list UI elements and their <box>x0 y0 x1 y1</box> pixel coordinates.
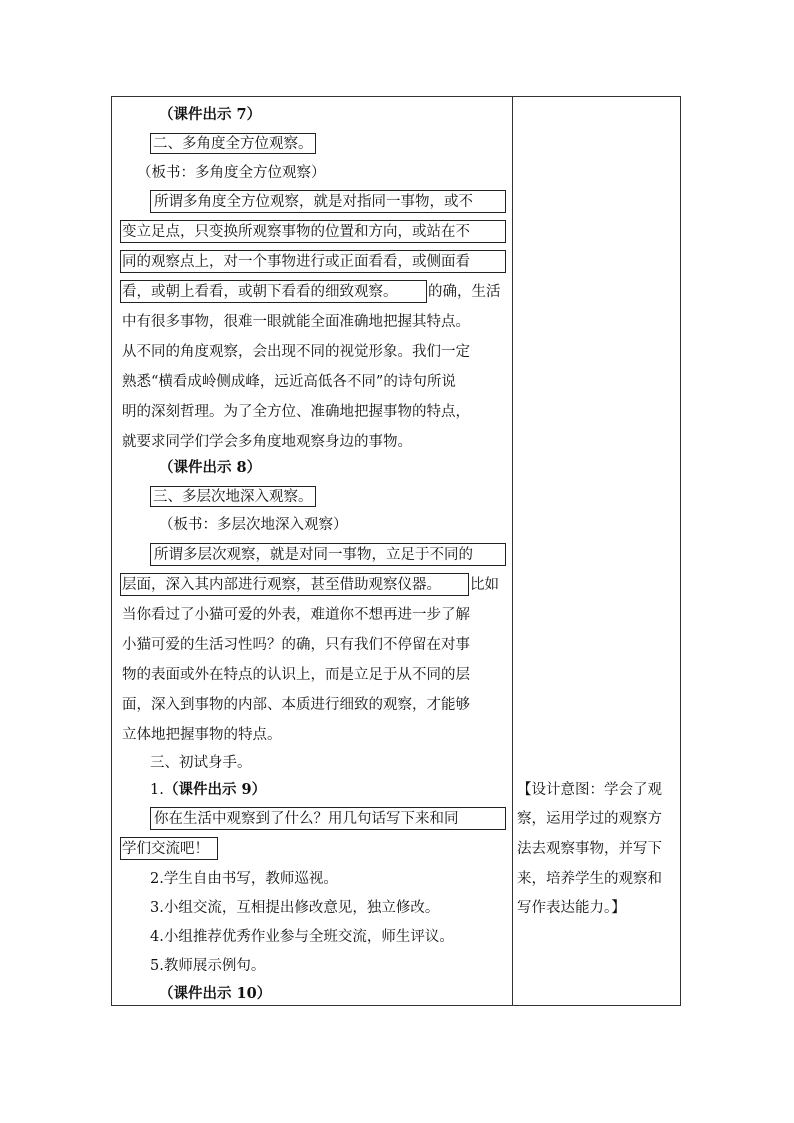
step-3: 3.小组交流，互相提出修改意见，独立修改。 <box>150 900 440 916</box>
lesson-table <box>111 96 681 1006</box>
task-line-2: 学们交流吧！ <box>122 841 209 857</box>
para2-line-6: 从不同的角度观察，会出现不同的视觉形象。我们一定 <box>122 344 470 360</box>
column-divider <box>512 97 513 1005</box>
para2-line-8: 明的深刻哲理。为了全方位、准确地把握事物的特点， <box>122 404 470 420</box>
board-note-3: （板书：多层次地深入观察） <box>159 517 348 533</box>
step-5: 5.教师展示例句。 <box>150 958 266 974</box>
para2-line-9: 就要求同学们学会多角度地观察身边的事物。 <box>122 434 412 450</box>
para2-line-4: 看，或朝上看看，或朝下看看的细致观察。 <box>122 284 398 300</box>
para3-line-5: 物的表面或外在特点的认识上，而是立足于从不同的层 <box>122 667 470 683</box>
design-note-line-3: 法去观察事物，并写下 <box>517 841 662 857</box>
para2-line-5: 中有很多事物，很难一眼就能全面准确地把握其特点。 <box>122 314 470 330</box>
step-2: 2.学生自由书写，教师巡视。 <box>150 871 338 887</box>
para2-line-3: 同的观察点上，对一个事物进行或正面看看，或侧面看 <box>122 254 470 270</box>
design-note-line-5: 写作表达能力。】 <box>517 900 626 916</box>
task-line-1: 你在生活中观察到了什么？用几句话写下来和同 <box>154 811 459 827</box>
design-note-line-4: 来，培养学生的观察和 <box>517 871 662 887</box>
para2-line-7: 熟悉“横看成岭侧成峰，远近高低各不同”的诗句所说 <box>122 374 456 390</box>
section-try-title: 三、初试身手。 <box>150 755 252 771</box>
para3-line-2: 层面，深入其内部进行观察，甚至借助观察仪器。 <box>122 577 441 593</box>
para3-line-1: 所谓多层次观察，就是对同一事物，立足于不同的 <box>154 547 473 563</box>
para3-line-2b: 比如 <box>470 577 499 593</box>
para3-line-4: 小猫可爱的生活习性吗？的确，只有我们不停留在对事 <box>122 637 470 653</box>
para3-line-7: 立体地把握事物的特点。 <box>122 727 282 743</box>
para3-line-3: 当你看过了小猫可爱的外表，难道你不想再进一步了解 <box>122 607 470 623</box>
section-2-title: 二、多角度全方位观察。 <box>150 133 316 154</box>
para2-line-2: 变立足点，只变换所观察事物的位置和方向，或站在不 <box>122 224 470 240</box>
courseware-7-label: （课件出示 7） <box>159 106 262 123</box>
courseware-9-label: （课件出示 9） <box>164 781 267 798</box>
design-note-line-2: 察，运用学过的观察方 <box>517 811 662 827</box>
para3-line-6: 面，深入到事物的内部、本质进行细致的观察，才能够 <box>122 697 470 713</box>
design-note-line-1: 【设计意图：学会了观 <box>517 782 662 798</box>
para2-line-1: 所谓多角度全方位观察，就是对指同一事物，或不 <box>154 194 473 210</box>
para2-line-4b: 的确，生活 <box>428 284 501 300</box>
section-3-title: 三、多层次地深入观察。 <box>150 486 316 507</box>
step-4: 4.小组推荐优秀作业参与全班交流，师生评议。 <box>150 929 454 945</box>
step-1-number: 1. <box>150 782 164 798</box>
courseware-8-label: （课件出示 8） <box>159 459 262 476</box>
board-note-2: （板书：多角度全方位观察） <box>137 165 326 181</box>
courseware-10-label: （课件出示 10） <box>159 985 272 1002</box>
